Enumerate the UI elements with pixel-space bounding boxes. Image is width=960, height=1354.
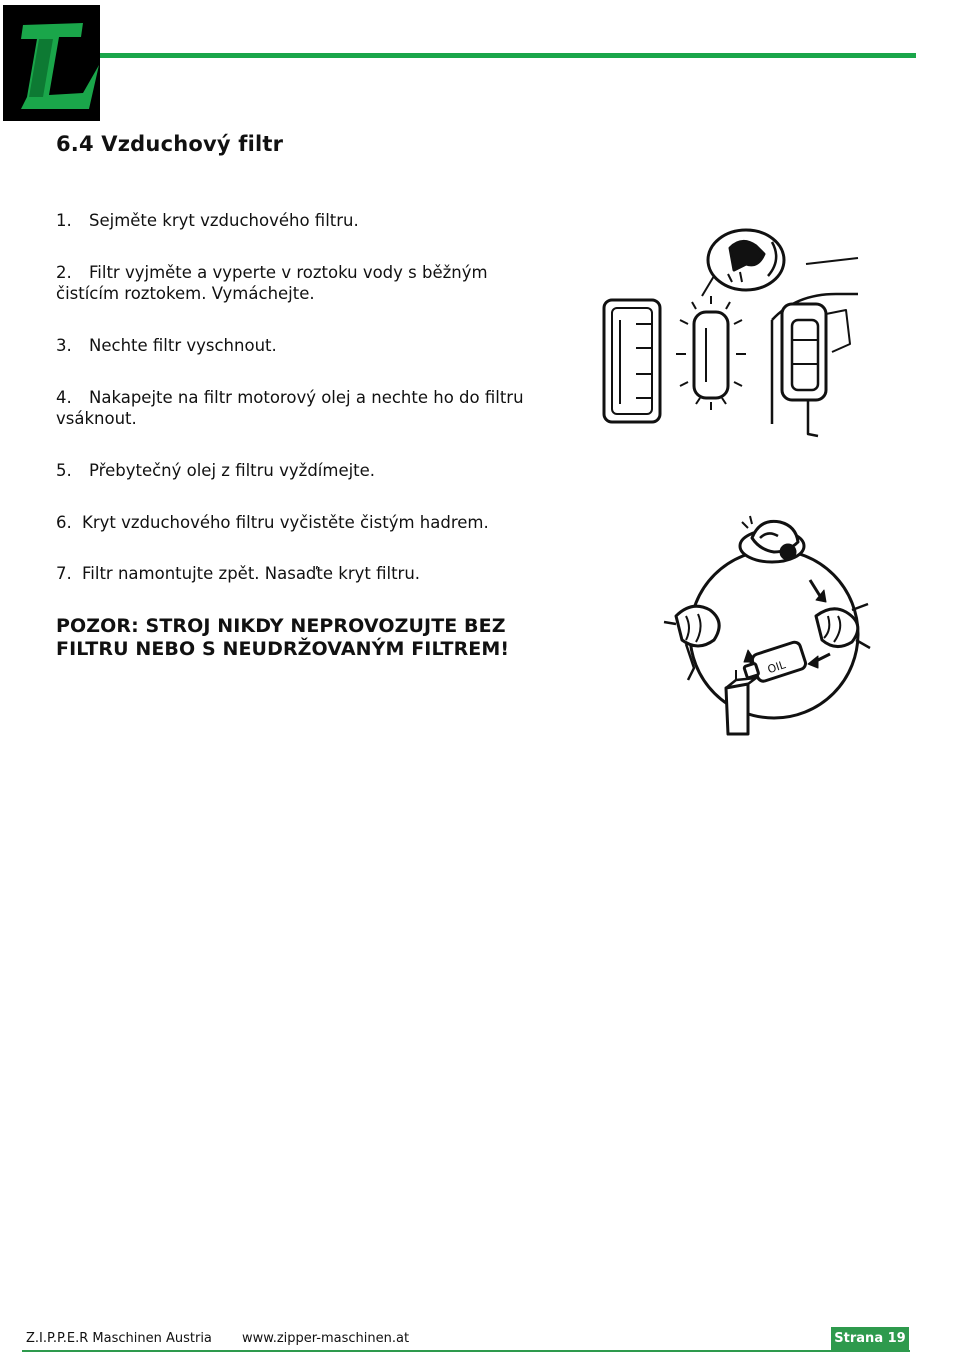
air-filter-parts-illustration-icon — [596, 224, 866, 446]
step-4: 4. Nakapejte na filtr motorový olej a nechte ho do filtru vsáknout. — [56, 388, 524, 428]
section-title: 6.4 Vzduchový filtr — [56, 132, 284, 156]
step-1: 1. Sejměte kryt vzduchového filtru. — [56, 211, 359, 230]
step-6: 6. Kryt vzduchového filtru vyčistěte čistým hadrem. — [56, 513, 489, 532]
step-2: 2. Filtr vyjměte a vyperte v roztoku vody s běžným čistícím roztokem. Vymáchejte. — [56, 263, 488, 303]
footer-company: Z.I.P.P.E.R Maschinen Austria — [26, 1331, 212, 1346]
warning-text: POZOR: STROJ NIKDY NEPROVOZUJTE BEZ FILTRU NEBO S NEUDRŽOVANÝM FILTREM! — [56, 615, 510, 660]
step-7: 7. Filtr namontujte zpět. Nasaďte kryt filtru. — [56, 564, 421, 583]
oil-can-label: OIL — [765, 658, 788, 677]
footer-website-link[interactable]: www.zipper-maschinen.at — [242, 1331, 410, 1346]
filter-cleaning-cycle-illustration-icon — [656, 512, 890, 740]
zipper-z-logo-icon — [3, 5, 100, 121]
step-5: 5. Přebytečný olej z filtru vyždímejte. — [56, 461, 376, 480]
step-3: 3. Nechte filtr vyschnout. — [56, 336, 277, 355]
footer-rule — [22, 1350, 910, 1352]
header-rule — [100, 53, 916, 58]
page-number-badge: Strana 19 — [831, 1327, 909, 1350]
